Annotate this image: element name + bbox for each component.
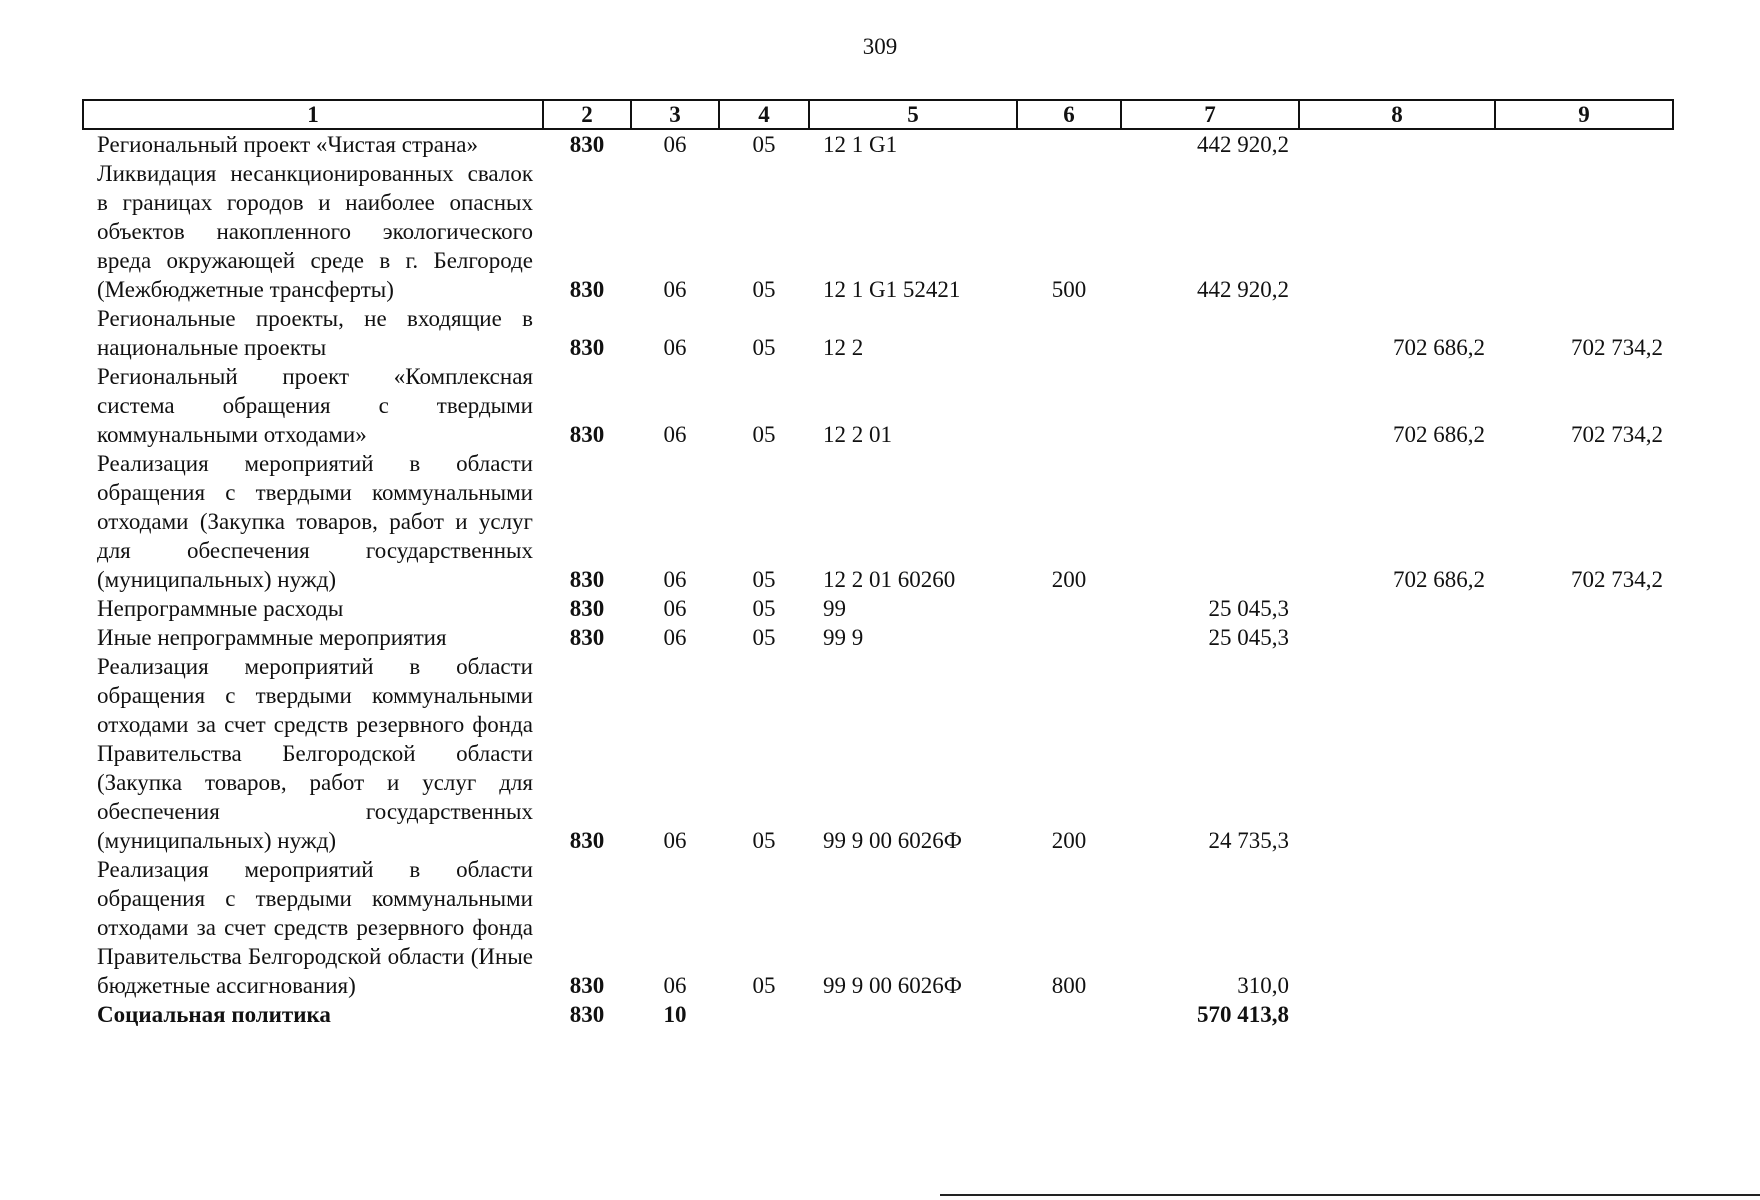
row-subsection-code: 05: [752, 335, 776, 360]
row-expense-type: 200: [1051, 567, 1087, 592]
row-expense-type: [1017, 623, 1121, 652]
table-row: [83, 449, 1673, 594]
row-amount-col8: 702 686,2: [1393, 335, 1485, 360]
row-section-code: 06: [663, 596, 687, 621]
row-amount-col8: 702 686,2: [1393, 567, 1485, 592]
row-amount-col9: [1495, 652, 1673, 855]
column-header: 9: [1495, 100, 1673, 129]
row-name: Социальная политика: [97, 1002, 331, 1027]
row-expense-type: 500: [1051, 277, 1087, 302]
row-amount-col8: 702 686,2: [1393, 422, 1485, 447]
row-amount-col9: [1495, 1000, 1673, 1029]
row-ved-code: 830: [569, 335, 605, 360]
row-section-code: 06: [663, 422, 687, 447]
row-expense-type: 200: [1051, 828, 1087, 853]
row-target-article: 99 9: [823, 625, 864, 650]
row-section-code: 06: [663, 567, 687, 592]
row-name: Реализация мероприятий в области обращения с твердыми коммунальными отходами за счет средств резервного фонда Правительства Белгородской области (Закупка товаров, работ и услуг для обеспечения государственных (муниципальных) нужд): [97, 654, 533, 853]
row-name: Региональные проекты, не входящие в национальные проекты: [97, 306, 533, 360]
table-row: [83, 652, 1673, 855]
row-amount-col7: [1121, 362, 1299, 449]
row-amount-col9: 702 734,2: [1571, 335, 1663, 360]
row-expense-type: [1017, 1000, 1121, 1029]
row-amount-col8: [1299, 855, 1495, 1000]
table-row: [83, 362, 1673, 449]
row-target-article: 99 9 00 6026Ф: [823, 828, 962, 853]
row-amount-col9: 702 734,2: [1571, 567, 1663, 592]
row-ved-code: 830: [569, 132, 605, 157]
row-amount-col8: [1299, 159, 1495, 304]
row-subsection-code: 05: [752, 596, 776, 621]
row-section-code: 10: [663, 1002, 687, 1027]
row-name: Региональный проект «Комплексная система обращения с твердыми коммунальными отходами»: [97, 364, 533, 447]
row-amount-col7: 25 045,3: [1208, 596, 1289, 621]
row-amount-col7: 442 920,2: [1197, 132, 1289, 157]
header-row: [83, 100, 1673, 129]
row-ved-code: 830: [569, 1002, 605, 1027]
page-number: 309: [862, 34, 898, 59]
row-subsection-code: 05: [752, 277, 776, 302]
row-subsection-code: 05: [752, 567, 776, 592]
table-row: [83, 129, 1673, 159]
row-expense-type: [1017, 594, 1121, 623]
row-amount-col7: 24 735,3: [1208, 828, 1289, 853]
row-ved-code: 830: [569, 596, 605, 621]
column-header: 7: [1121, 100, 1299, 129]
row-name: Иные непрограммные мероприятия: [97, 625, 447, 650]
column-header: 8: [1299, 100, 1495, 129]
row-target-article: 99 9 00 6026Ф: [823, 973, 962, 998]
row-expense-type: 800: [1051, 973, 1087, 998]
row-amount-col8: [1299, 594, 1495, 623]
row-amount-col8: [1299, 652, 1495, 855]
row-subsection-code: 05: [752, 828, 776, 853]
table-row: [83, 594, 1673, 623]
row-subsection-code: 05: [752, 422, 776, 447]
table-row: [83, 1000, 1673, 1029]
column-header: 6: [1017, 100, 1121, 129]
row-name: Региональный проект «Чистая страна»: [97, 132, 479, 157]
table-row: [83, 855, 1673, 1000]
row-ved-code: 830: [569, 973, 605, 998]
column-header: 4: [719, 100, 809, 129]
row-amount-col9: [1495, 855, 1673, 1000]
table-row: [83, 159, 1673, 304]
row-section-code: 06: [663, 132, 687, 157]
row-target-article: [809, 1000, 1017, 1029]
table-row: [83, 304, 1673, 362]
row-target-article: 12 2 01: [823, 422, 892, 447]
budget-table: [82, 99, 1674, 1029]
row-amount-col7: 442 920,2: [1197, 277, 1289, 302]
row-section-code: 06: [663, 277, 687, 302]
row-amount-col9: [1495, 594, 1673, 623]
row-amount-col7: [1121, 304, 1299, 362]
row-amount-col8: [1299, 623, 1495, 652]
row-target-article: 99: [823, 596, 846, 621]
row-target-article: 12 2: [823, 335, 864, 360]
row-name: Ликвидация несанкционированных свалок в границах городов и наиболее опасных объектов накопленного экологического вреда окружающей среде в г. Белгороде (Межбюджетные трансферты): [97, 161, 533, 302]
row-subsection-code: 05: [752, 973, 776, 998]
row-amount-col7: 25 045,3: [1208, 625, 1289, 650]
row-amount-col9: [1495, 623, 1673, 652]
row-expense-type: [1017, 362, 1121, 449]
row-target-article: 12 1 G1: [823, 132, 898, 157]
bottom-rule: [940, 1194, 1760, 1196]
column-header: 1: [83, 100, 543, 129]
row-expense-type: [1017, 129, 1121, 159]
row-ved-code: 830: [569, 828, 605, 853]
row-section-code: 06: [663, 973, 687, 998]
row-name: Реализация мероприятий в области обращения с твердыми коммунальными отходами за счет средств резервного фонда Правительства Белгородской области (Иные бюджетные ассигнования): [97, 857, 533, 998]
row-amount-col7: 570 413,8: [1197, 1002, 1289, 1027]
column-header: 2: [543, 100, 631, 129]
row-amount-col7: 310,0: [1237, 973, 1289, 998]
row-ved-code: 830: [569, 567, 605, 592]
row-ved-code: 830: [569, 422, 605, 447]
row-subsection-code: [719, 1000, 809, 1029]
row-expense-type: [1017, 304, 1121, 362]
row-subsection-code: 05: [752, 625, 776, 650]
row-amount-col9: [1495, 159, 1673, 304]
row-target-article: 12 1 G1 52421: [823, 277, 961, 302]
row-subsection-code: 05: [752, 132, 776, 157]
column-header: 3: [631, 100, 719, 129]
row-name: Реализация мероприятий в области обращения с твердыми коммунальными отходами (Закупка товаров, работ и услуг для обеспечения государственных (муниципальных) нужд): [97, 451, 533, 592]
table-row: [83, 623, 1673, 652]
row-ved-code: 830: [569, 625, 605, 650]
row-name: Непрограммные расходы: [97, 596, 344, 621]
table-body: [83, 129, 1673, 1029]
row-section-code: 06: [663, 625, 687, 650]
row-section-code: 06: [663, 335, 687, 360]
column-header: 5: [809, 100, 1017, 129]
row-ved-code: 830: [569, 277, 605, 302]
table-header: [83, 100, 1673, 129]
row-amount-col7: [1121, 449, 1299, 594]
row-amount-col8: [1299, 129, 1495, 159]
row-section-code: 06: [663, 828, 687, 853]
row-amount-col8: [1299, 1000, 1495, 1029]
row-target-article: 12 2 01 60260: [823, 567, 956, 592]
row-amount-col9: 702 734,2: [1571, 422, 1663, 447]
row-amount-col9: [1495, 129, 1673, 159]
